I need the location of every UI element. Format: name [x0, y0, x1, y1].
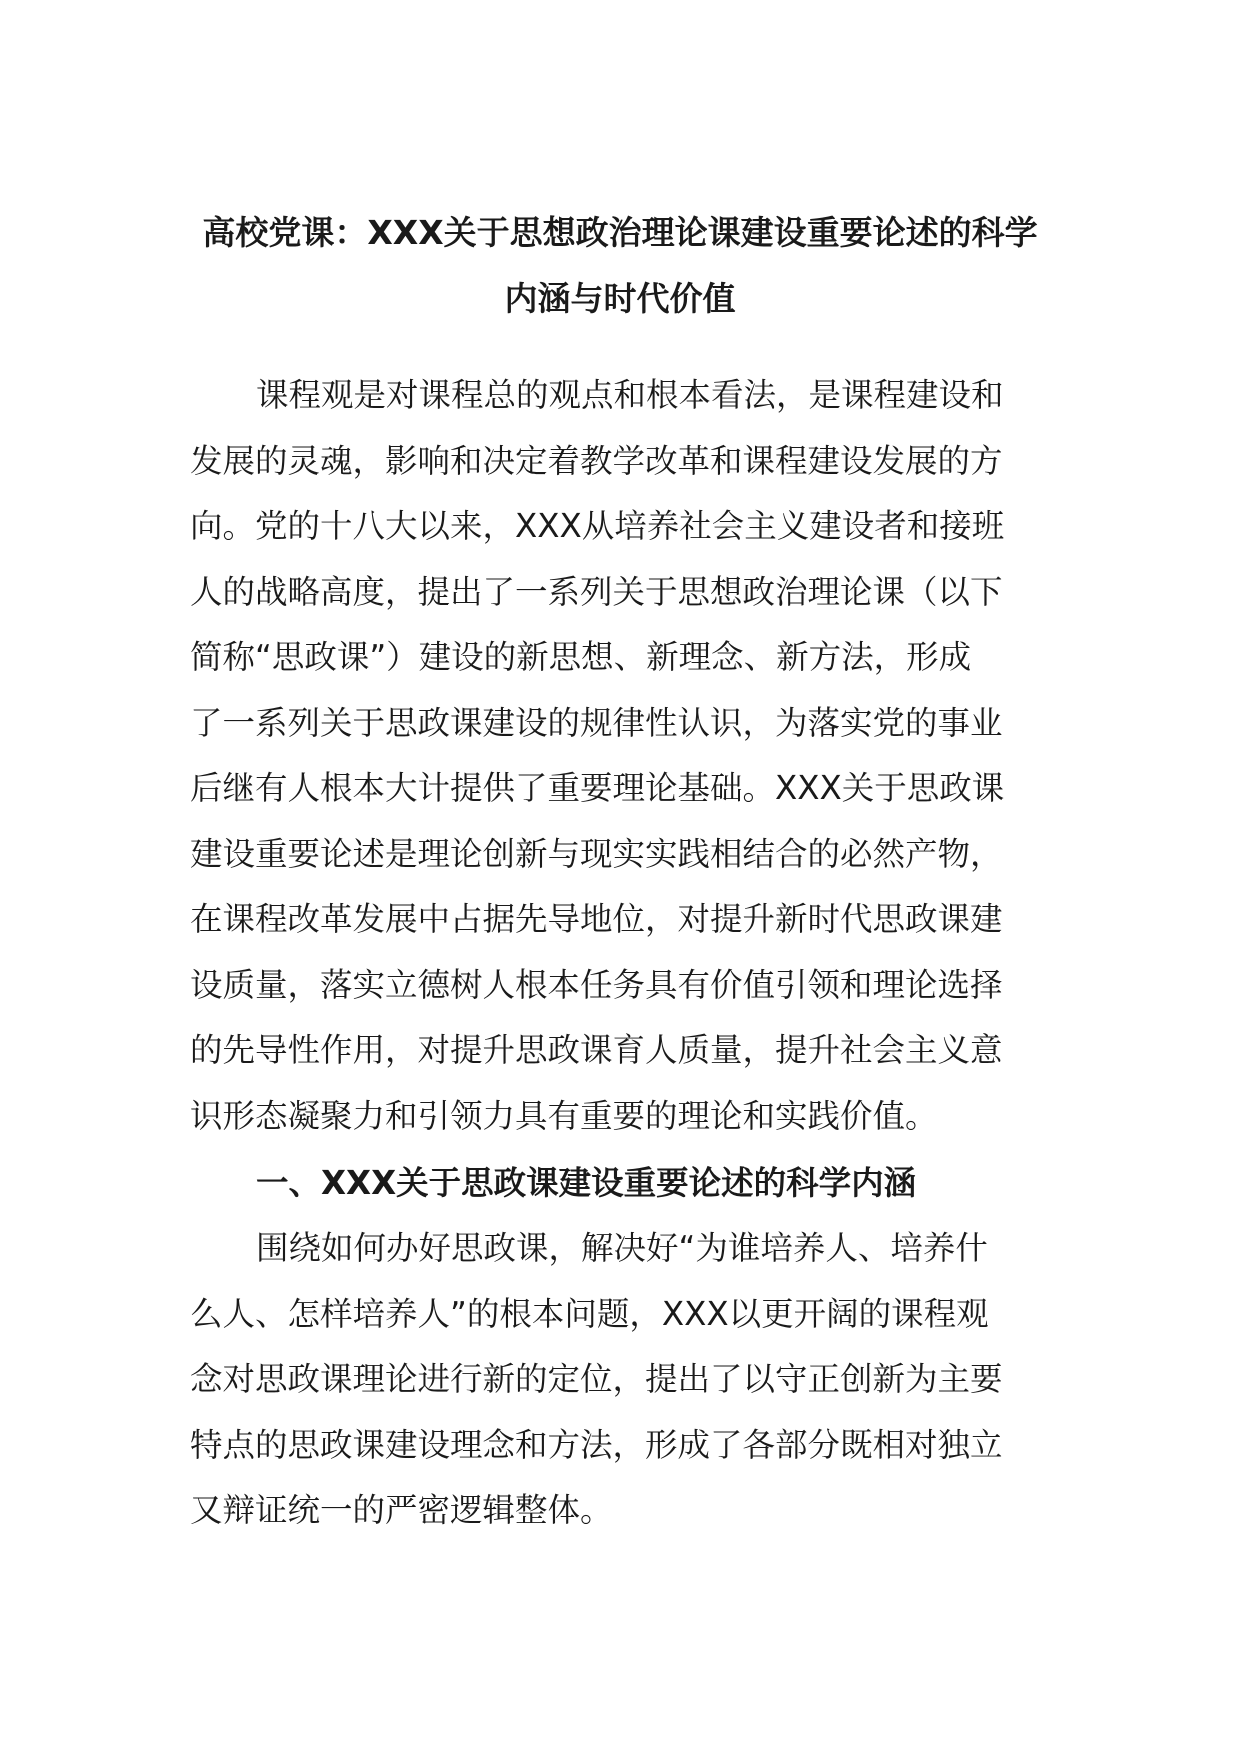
paragraph-line: 识形态凝聚力和引领力具有重要的理论和实践价值。 — [190, 1096, 938, 1135]
intro-paragraph — [190, 363, 1070, 1149]
paragraph-line: 围绕如何办好思政课，解决好“为谁培养人、培养什 — [256, 1229, 988, 1267]
paragraph-line: 简称“思政课”）建设的新思想、新理念、新方法，形成 — [190, 638, 972, 676]
paragraph-line: 了一系列关于思政课建设的规律性认识，为落实党的事业 — [190, 703, 1003, 742]
paragraph-line: 发展的灵魂，影响和决定着教学改革和课程建设发展的方 — [190, 441, 1003, 480]
paragraph-line: 在课程改革发展中占据先导地位，对提升新时代思政课建 — [190, 900, 1003, 938]
paragraph-line: 又辩证统一的严密逻辑整体。 — [190, 1491, 613, 1529]
section-paragraph — [190, 1216, 1070, 1544]
section-heading: 一、XXX关于思政课建设重要论述的科学内涵 — [256, 1164, 917, 1202]
paragraph-line: 建设重要论述是理论创新与现实实践相结合的必然产物， — [190, 834, 1003, 873]
paragraph-line: 特点的思政课建设理念和方法，形成了各部分既相对独立 — [190, 1425, 1003, 1464]
paragraph-line: 课程观是对课程总的观点和根本看法，是课程建设和 — [256, 376, 1004, 414]
document-title-line-1: 高校党课：XXX关于思想政治理论课建设重要论述的科学 — [202, 213, 1038, 252]
paragraph-line: 念对思政课理论进行新的定位，提出了以守正创新为主要 — [190, 1360, 1003, 1398]
paragraph-line: 设质量，落实立德树人根本任务具有价值引领和理论选择 — [190, 965, 1003, 1004]
paragraph-line: 么人、怎样培养人”的根本问题，XXX以更开阔的课程观 — [190, 1294, 989, 1333]
paragraph-line: 后继有人根本大计提供了重要理论基础。XXX关于思政课 — [190, 769, 1005, 807]
paragraph-line: 向。党的十八大以来，XXX从培养社会主义建设者和接班 — [190, 507, 1005, 545]
document-title-line-2: 内涵与时代价值 — [504, 279, 736, 318]
paragraph-line: 人的战略高度，提出了一系列关于思想政治理论课（以下 — [190, 572, 1003, 611]
paragraph-line: 的先导性作用，对提升思政课育人质量，提升社会主义意 — [190, 1031, 1003, 1069]
